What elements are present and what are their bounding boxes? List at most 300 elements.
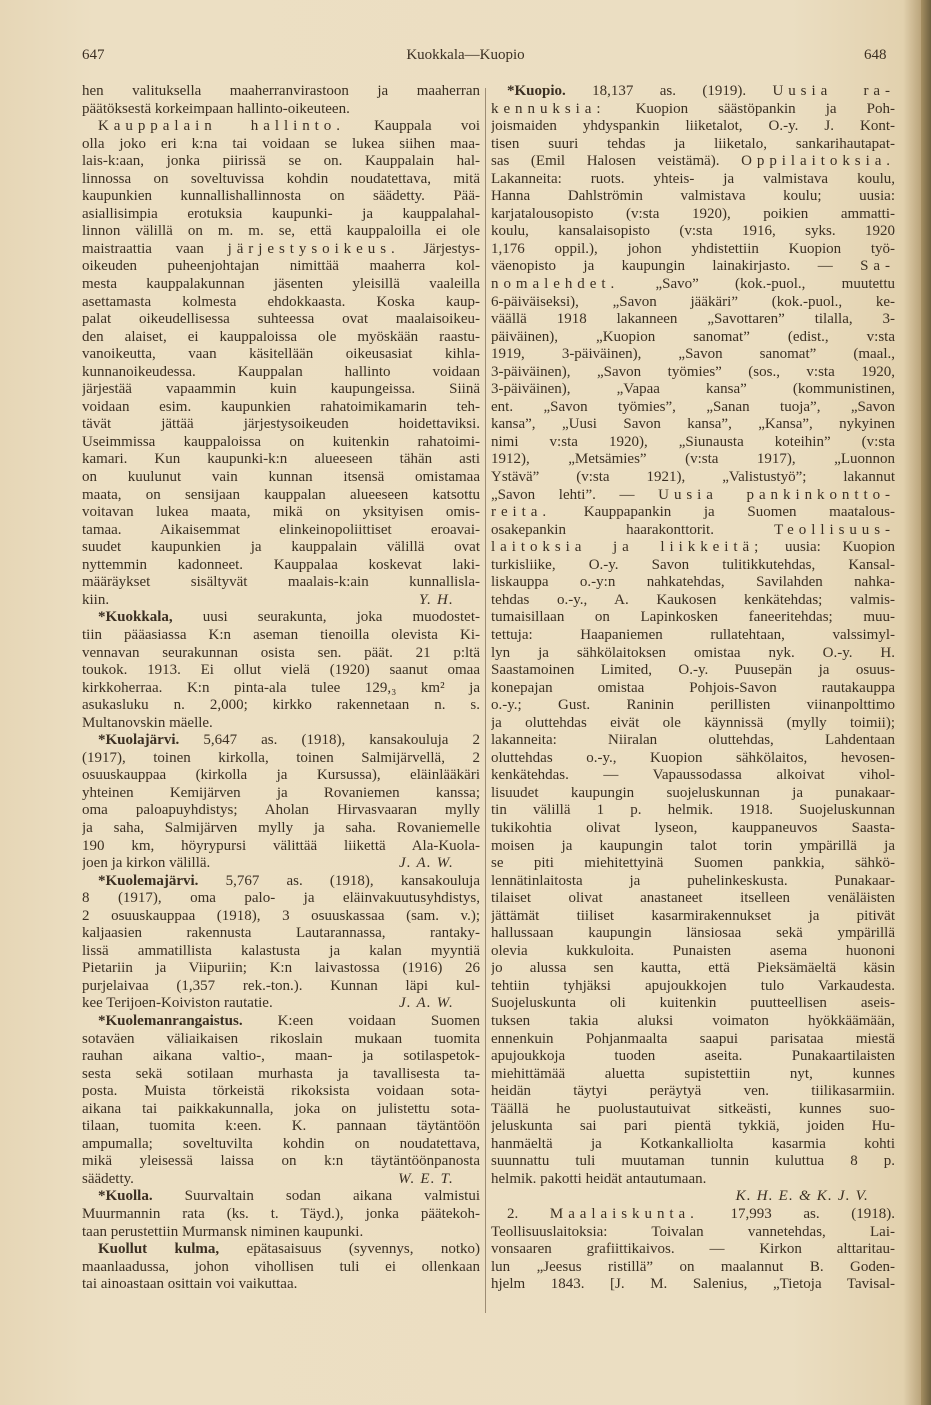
text-line (82, 715, 480, 733)
text-line (491, 1101, 895, 1119)
author-signature: J. A. W. (398, 855, 454, 872)
text-line (82, 381, 480, 399)
text-run: nyttemmin kadonneet. Kauppalaa koskevat laki- (82, 556, 480, 573)
spaced-heading: kennuksia: (491, 100, 606, 117)
text-line (82, 1224, 480, 1242)
text-run: posta. Muista törkeistä rikoksista voidaan sota- (82, 1083, 480, 1100)
text-run: se piti miehitettyinä Suomen pankkia, sähkö- (491, 855, 895, 872)
text-run: Muurmannin rata (ks. t. Täyd.), jonka päätekoh- (82, 1206, 480, 1222)
text-run: koulu, kansalaisopisto (v:sta 1916, syks. 1920 (491, 223, 895, 240)
text-line (82, 1136, 480, 1154)
text-run: kamari. Kun kaupunki-k:n alueeseen tähän asti (82, 451, 480, 468)
text-line (82, 873, 480, 891)
text-line (82, 258, 480, 276)
text-line (82, 995, 480, 1013)
entry-headword: *Kuokkala, (98, 609, 173, 626)
text-run: (1917), toinen kirkolla, toinen Salmijärvellä, 2 (82, 749, 480, 766)
text-run: 1919, 3-päiväinen), „Savon sanomat” (maal., (491, 346, 895, 363)
text-run: 1912), „Metsämies” (v:sta 1917), „Luonnon (491, 451, 895, 468)
text-run: Lakanneita: ruots. yhteis- ja valmistava koulu, (491, 170, 895, 187)
text-line (82, 522, 480, 540)
text-run: linnossa on soveltuvissa kohdin noudatettava, mitä (82, 170, 480, 187)
text-line (491, 399, 895, 417)
text-run: lennätinlaitosta ja puhelinkeskusta. Punakaar- (491, 872, 895, 889)
text-line (82, 451, 480, 469)
text-run: kiin. (82, 591, 110, 608)
text-run: taan perustettiin Murmansk niminen kaupunki. (82, 1223, 364, 1240)
text-run: lyn ja sähkölaitoksen omistaa nyk. O.-y. H. (491, 644, 895, 661)
text-line (491, 1013, 895, 1031)
text-run: olla joko eri k:na tai voidaan se lukea siihen maa- (82, 135, 480, 152)
text-line (491, 294, 895, 312)
text-run: ennenkuin Pohjanmaalta saapui parisataa miestä (491, 1030, 895, 1047)
text-run: tävät jättää järjestysoikeuden hoidettaviksi. (82, 416, 480, 433)
text-run: olevia kukkuloita. Punaisten asema huononi (491, 942, 895, 959)
text-run: vanoikeutta, vaan käsitellään oikeusasiat kihla- (82, 346, 480, 363)
text-run: karjatalousopisto (v:sta 1920), poikien ammatti- (491, 205, 895, 222)
text-run: 2. (507, 1206, 550, 1222)
text-run: uusia: Kuopion (763, 539, 895, 556)
text-line (82, 627, 480, 645)
text-run: uusi seurakunta, joka muodostet- (172, 609, 480, 626)
text-run: ampumalla; soveltuvilta kohdin on noudatettava, (82, 1135, 480, 1152)
text-run: lun „Jeesus ristillä” on maalannut B. Goden- (491, 1258, 895, 1275)
entry-headword: *Kuolemanrangaistus. (98, 1012, 243, 1029)
spaced-heading: järjestysoikeus. (227, 240, 400, 257)
author-signature: K. H. E. & K. J. V. (735, 1188, 869, 1205)
text-line (491, 522, 895, 540)
text-run: säädetty. (82, 1170, 134, 1187)
text-run: Ystävä” (v:sta 1921), „Valistustyö”; lakannut (491, 469, 895, 486)
text-line (491, 241, 895, 259)
text-line (491, 171, 895, 189)
text-line (82, 1083, 480, 1101)
text-run: jättämät tiiliset kasarmirakennukset ja pitivät (491, 907, 895, 924)
text-run: kee Terijoen-Koiviston rautatie. (82, 995, 273, 1012)
text-line (491, 697, 895, 715)
entry-headword: *Kuolemajärvi. (98, 872, 199, 889)
text-line (82, 820, 480, 838)
text-line (491, 732, 895, 750)
text-run: on kuulunut vain kunnan itsensä omistamaa (82, 469, 480, 486)
text-run: toukok. 1913. Ei ollut vielä (1920) saanut omaa (82, 662, 480, 679)
text-line (82, 504, 480, 522)
text-run: 2 osuuskauppaa (1918), 3 osuuskassaa (sam. v.); (82, 907, 480, 924)
text-run: 6-päiväiseksi), „Savon jääkäri” (kok.-puol., ke- (491, 293, 895, 310)
text-line (491, 118, 895, 136)
text-line (491, 943, 895, 961)
text-run: asiallisimpia erotuksia kaupunki- ja kauppalahal- (82, 205, 480, 222)
text-line (82, 241, 480, 259)
text-run: 3-päiväinen), „Savon työmies” (sos., v:sta 1920, (491, 363, 895, 380)
spaced-heading: reita. (491, 504, 552, 521)
text-line (491, 539, 895, 557)
text-line (491, 680, 895, 698)
text-run: Suojeluskunta oli kuitenkin puutteellisen aseis- (491, 995, 895, 1012)
text-run: tumaisillaan on Lapinkosken faneeritehdas; muu- (491, 609, 895, 626)
text-line (491, 416, 895, 434)
text-run: Kauppapankin ja Suomen maatalous- (551, 504, 895, 521)
text-line (491, 715, 895, 733)
text-line (491, 258, 895, 276)
text-run: hen valituksella maaherranvirastoon ja maaherran (82, 83, 480, 99)
spaced-heading: Oppilaitoksia. (741, 153, 895, 170)
text-line (491, 469, 895, 487)
text-run: järjestää vapaammin kuin kaupungeissa. Siinä (82, 381, 480, 398)
text-line (82, 223, 480, 241)
text-line (491, 838, 895, 856)
text-line (82, 153, 480, 171)
text-run: ent. „Savon työmies”, „Sanan tuoja”, „Savon (491, 398, 895, 415)
text-run: jo alussa sen kautta, että Pieksämäeltä käsin (491, 960, 895, 977)
column-divider (485, 88, 486, 1313)
text-run: asettamasta kolmesta ehdokkaasta. Koska kaup- (82, 293, 480, 310)
text-run: joen ja kirkon välillä. (82, 855, 211, 872)
text-line (82, 276, 480, 294)
text-run: tehdas o.-y., A. Kaukosen kenkätehdas; valmis- (491, 591, 895, 608)
text-line (82, 645, 480, 663)
left-page-number: 647 (82, 47, 105, 63)
text-line (82, 1066, 480, 1084)
text-line (491, 487, 895, 505)
spaced-heading: laitoksia ja liikkeitä; (491, 539, 764, 556)
text-run: hallussaan kaupungin länsiosaa sekä ympärillä (491, 925, 895, 942)
text-run: suudet kaupunkien ja kauppalain välillä ovat (82, 539, 480, 556)
text-run: 190 km, höyrypursi välittää liikettä Ala-Kuola- (82, 837, 480, 854)
text-line (82, 399, 480, 417)
text-line (491, 890, 895, 908)
text-line (491, 767, 895, 785)
text-run: turkisliike, O.-y. Savon tulitikkutehdas, Kansal- (491, 556, 895, 573)
text-line (491, 627, 895, 645)
text-line (82, 434, 480, 452)
text-run: maanlaadussa, johon vihollisen tuli ei ollenkaan (82, 1258, 480, 1275)
text-line (491, 873, 895, 891)
text-line (82, 83, 480, 101)
text-run: voidaan esim. kaupunkien rahatoimikamarin teh- (82, 398, 480, 415)
text-run: Multanovskin mäelle. (82, 714, 213, 731)
text-line (491, 434, 895, 452)
text-run: palat oikeudellisessa suhteessa ovat maalaisoikeu- (82, 311, 480, 328)
text-run: päätöksestä korkeimpaan hallinto-oikeuteen. (82, 100, 350, 117)
text-run: K:een voidaan Suomen (242, 1012, 480, 1029)
text-run: liskauppa o.-y:n nahkatehdas, Savilahden nahka- (491, 574, 895, 591)
entry-headword: *Kuolajärvi. (98, 732, 180, 749)
text-line (82, 1259, 480, 1277)
text-line (82, 1118, 480, 1136)
text-line (82, 118, 480, 136)
text-run: asukasluku n. 2,000; kirkko rakennetaan n. s. (82, 697, 480, 714)
running-title: Kuokkala—Kuopio (406, 47, 525, 63)
text-line (82, 855, 480, 873)
text-run: väällä 1918 lakanneen „Savottaren” tilalla, 3- (491, 311, 895, 328)
text-line (491, 925, 895, 943)
text-run: jeluskunta sai pari pientä tykkiä, joiden Hu- (491, 1118, 895, 1135)
text-run: kansa”, „Uusi Savon kansa”, „Kansa”, nykyinen (491, 416, 895, 433)
text-line (491, 592, 895, 610)
text-line (82, 329, 480, 347)
text-run: Pietariin ja Viipuriin; K:n laivastossa (1916) 26 (82, 960, 480, 977)
text-run: Teollisuuslaitoksia: Toivalan vannetehdas, Lai- (491, 1223, 895, 1240)
text-run: voitavan lukea maata, mikä on yksityisen omis- (82, 504, 480, 521)
text-line (491, 1048, 895, 1066)
text-line (491, 645, 895, 663)
text-line (491, 750, 895, 768)
text-line (82, 838, 480, 856)
spaced-heading: Teollisuus- (774, 521, 895, 538)
text-line (82, 662, 480, 680)
text-line (82, 206, 480, 224)
text-line (82, 697, 480, 715)
text-run: tisen suuri tehdas ja liiketalo, sankarihautapat- (491, 135, 895, 152)
text-line (491, 364, 895, 382)
text-line (491, 978, 895, 996)
text-run: 5,647 as. (1918), kansakouluja 2 (179, 732, 480, 749)
right-column (491, 83, 895, 1294)
entry-headword: Kuollut kulma, (98, 1241, 220, 1258)
text-run: tilaiset olivat anastaneet itselleen venäläisten (491, 890, 895, 907)
text-run: lais-k:aan, jonka piirissä se on. Kauppalain hal- (82, 153, 480, 170)
text-line (82, 767, 480, 785)
spaced-heading: nomalehdet. (491, 276, 620, 293)
text-line (82, 539, 480, 557)
spaced-heading: Maalaiskunta. (549, 1206, 699, 1222)
text-run: kirkkoherraa. K:n pinta-ala tulee 129,₃ km² ja (82, 679, 480, 696)
entry-headword: *Kuopio. (507, 83, 566, 99)
text-line (491, 136, 895, 154)
page-edge (921, 0, 931, 1405)
text-run: 17,993 as. (1918). (698, 1206, 895, 1222)
text-line (82, 1048, 480, 1066)
text-line (491, 1083, 895, 1101)
text-run: tiin pääasiassa K:n aseman tienoilla olevista Ki- (82, 626, 480, 643)
text-line (491, 188, 895, 206)
right-page-number: 648 (864, 47, 887, 63)
text-run: vonsaaren grafiittikaivos. — Kirkon alttaritau- (491, 1241, 895, 1258)
text-line (491, 574, 895, 592)
text-line (491, 1118, 895, 1136)
text-line (82, 592, 480, 610)
text-run: „Savon lehti”. — (491, 486, 659, 503)
text-line (82, 469, 480, 487)
text-run: Suurvaltain sodan aikana valmistui (152, 1188, 480, 1205)
text-line (491, 995, 895, 1013)
text-line (491, 908, 895, 926)
spaced-heading: Uusia ra- (772, 83, 895, 99)
text-run: sotaväen väliaikaisen rikoslain mukaan tuomita (82, 1030, 480, 1047)
text-line (491, 504, 895, 522)
text-line (82, 101, 480, 119)
text-run: 5,767 as. (1918), kansakouluja (198, 872, 480, 889)
text-run: sas (Emil Halosen veistämä). (491, 153, 742, 170)
text-run: oma paloapuyhdistys; Aholan Hirvasvaaran mylly (82, 802, 480, 819)
text-run: yhteinen Kemijärven ja Rovaniemen kanssa; (82, 784, 480, 801)
text-line (491, 1136, 895, 1154)
text-line (82, 943, 480, 961)
text-run: tehtiin tyhjäksi apujoukkojen tulo Varkaudesta. (491, 977, 895, 994)
text-line (82, 557, 480, 575)
text-line (491, 1153, 895, 1171)
text-line (82, 1241, 480, 1259)
text-line (82, 346, 480, 364)
text-line (82, 890, 480, 908)
text-run: väenopisto ja kaupungin lainakirjasto. — (491, 258, 861, 275)
text-run: rauhan aikana valtio-, maan- ja sotilaspetok- (82, 1048, 480, 1065)
text-line (491, 329, 895, 347)
entry-headword: *Kuolla. (98, 1188, 153, 1205)
text-run: Saastamoinen Limited, O.-y. Puusepän ja osuus- (491, 662, 895, 679)
text-run: tai ainoastaan osittain voi vaikuttaa. (82, 1276, 298, 1293)
author-signature: W. E. T. (398, 1170, 454, 1187)
text-run: ja saha, Salmijärven mylly ja saha. Rovaniemelle (82, 819, 480, 836)
text-run: linnon välillä on m. m. se, että kauppaloilla ei ole (82, 223, 480, 240)
text-run: konepajan omistaa Pohjois-Savon rautakauppa (491, 679, 895, 696)
text-run: tamaa. Aikaisemmat elinkeinopoliittiset eroavai- (82, 521, 480, 538)
text-line (491, 1259, 895, 1277)
text-run: lakanneita: Niiralan oluttehdas, Lahdentaan (491, 732, 895, 749)
text-line (82, 785, 480, 803)
text-line (491, 153, 895, 171)
text-run: tuksen takia aluksi voimaton hyökkäämään, (491, 1012, 895, 1029)
text-run: mikä yleisessä laissa on k:n täytäntöönpanosta (82, 1153, 480, 1170)
text-run: aikana tai paikkakunnalla, joka on julistettu sota- (82, 1100, 480, 1117)
text-run: „Savo” (kok.-puol., muutettu (619, 276, 895, 293)
text-line (82, 960, 480, 978)
text-line (82, 311, 480, 329)
text-line (82, 802, 480, 820)
text-line (82, 188, 480, 206)
text-line (491, 785, 895, 803)
text-line (82, 1206, 480, 1224)
text-line (82, 1013, 480, 1031)
text-run: oluttehdas o.-y., Kuopion sähkölaitos, hevosen- (491, 749, 895, 766)
text-run: purjelaivaa (1,357 rek.-ton.). Kunnan läpi kul- (82, 977, 480, 994)
text-run: oikeuden puheenjohtajan nimittää maaherra kol- (82, 258, 480, 275)
text-run: miehittämää aluetta supistettiin nyt, kunnes (491, 1065, 895, 1082)
text-line (491, 223, 895, 241)
text-line (491, 311, 895, 329)
text-run: hanmäeltä ja Kotkankalliolta kasarmia kohti (491, 1135, 895, 1152)
text-run: heidän täytyi peräytyä ven. tiilikasarmiin. (491, 1083, 895, 1100)
text-run: lissä ammatillista kalastusta ja kalan myyntiä (82, 942, 480, 959)
text-line (491, 381, 895, 399)
text-run: suunnattu tuli muutaman tunnin kuluttua 8 p. (491, 1153, 895, 1170)
text-run: hjelm 1843. [J. M. Salenius, „Tietoja Tavisal- (491, 1276, 895, 1293)
text-line (491, 1188, 895, 1206)
text-line (491, 1276, 895, 1294)
spaced-heading: Uusia pankinkontto- (658, 486, 895, 503)
text-run: päiväinen), „Kuopion sanomat” (edist., v:sta (491, 328, 895, 345)
text-run: tettuja: Haapaniemen rullatehtaan, valssimyl- (491, 626, 895, 643)
text-line (82, 978, 480, 996)
text-line (491, 855, 895, 873)
text-run: Hanna Dahlströmin valmistava koulu; uusia: (491, 188, 895, 205)
author-signature: Y. H. (418, 591, 454, 608)
text-run: Täällä he puolustautuivat sitkeästi, kunnes suo- (491, 1100, 895, 1117)
text-run: Kuopion säästöpankin ja Poh- (605, 100, 895, 117)
text-line (491, 557, 895, 575)
left-column (82, 83, 480, 1294)
text-run: 3-päiväinen), „Vapaa kansa” (kommunistinen, (491, 381, 895, 398)
text-run: ja oluttehdas eivät ole käynnissä (mylly toimii); (491, 714, 895, 731)
text-line (491, 101, 895, 119)
text-run: tilaan, tuomita k:een. K. pannaan täytäntöön (82, 1118, 480, 1135)
text-run: lisuudet kaupungin suojeluskunnan ja punakaar- (491, 784, 895, 801)
text-run: apujoukkoja tuoden aseita. Punakaartilaisten (491, 1048, 895, 1065)
text-run: epätasaisuus (syvennys, notko) (219, 1241, 480, 1258)
text-run: tukikohtia olivat lyseon, kauppaneuvos Saasta- (491, 819, 895, 836)
text-line (491, 1241, 895, 1259)
text-run: helmik. pakotti heidät antautumaan. (491, 1170, 707, 1187)
text-run: kaupunkien kunnallishallinnosta on säädetty. Pää- (82, 188, 480, 205)
spaced-heading: Kauppalain hallinto. (98, 118, 345, 135)
spaced-heading: Sa- (860, 258, 895, 275)
text-line (491, 346, 895, 364)
text-run: kaljaasien rakennusta Lautarannassa, rantaky- (82, 925, 480, 942)
text-run: osakepankin haarakonttorit. (491, 521, 775, 538)
text-line (82, 1153, 480, 1171)
text-line (491, 1206, 895, 1224)
text-run: mesta kauppalakunnan jäsenten yleisillä vaaleilla (82, 276, 480, 293)
text-line (491, 820, 895, 838)
text-line (82, 171, 480, 189)
text-run: sesta sekä sotilaan murhasta ja tavallisesta ta- (82, 1065, 480, 1082)
text-line (491, 83, 895, 101)
text-line (491, 276, 895, 294)
text-run: 1,176 oppil.), johon yhdistettiin Kuopion työ- (491, 240, 895, 257)
text-line (82, 294, 480, 312)
text-line (491, 609, 895, 627)
text-line (82, 925, 480, 943)
text-run: vennavan seurakunnan osista sen. päät. 21 p:ltä (82, 644, 480, 661)
text-line (491, 802, 895, 820)
text-line (82, 609, 480, 627)
text-line (82, 574, 480, 592)
text-run: Kauppala voi (344, 118, 480, 135)
text-run: o.-y.; Gust. Raninin perillisten viinanpolttimo (491, 697, 895, 714)
text-run: kunnanoikeudessa. Kauppalan hallinto voidaan (82, 363, 480, 380)
text-run: moisen ja kaupungin talot torin ympärillä ja (491, 837, 895, 854)
text-line (491, 1224, 895, 1242)
text-line (82, 1188, 480, 1206)
text-run: tin välillä 1 p. helmik. 1918. Suojeluskunnan (491, 802, 895, 819)
text-line (491, 960, 895, 978)
text-run: kenkätehdas. — Vapaussodassa alkoivat vihol- (491, 767, 895, 784)
text-run: osuuskauppaa (kirkolla ja Kursussa), eläinlääkäri (82, 767, 480, 784)
text-line (82, 416, 480, 434)
text-line (82, 1276, 480, 1294)
text-line (491, 206, 895, 224)
text-line (491, 451, 895, 469)
text-line (82, 487, 480, 505)
text-line (82, 1171, 480, 1189)
text-run: Useimmissa kauppaloissa on kuitenkin rahatoimi- (82, 433, 480, 450)
text-line (82, 732, 480, 750)
text-line (491, 1066, 895, 1084)
text-run: määräykset sisältyvät maalais-k:ain kunnallisla- (82, 574, 480, 591)
text-line (82, 680, 480, 698)
text-run: Järjestys- (399, 240, 480, 257)
text-run: nimi v:sta 1920), „Siunausta koteihin” (v:sta (491, 433, 895, 450)
text-run: 18,137 as. (1919). (565, 83, 773, 99)
text-line (82, 908, 480, 926)
text-line (491, 662, 895, 680)
text-run: den alaiset, ei kauppaloissa ole myöskään raastu- (82, 328, 480, 345)
author-signature: J. A. W. (398, 995, 454, 1012)
text-line (82, 364, 480, 382)
text-run: 8 (1917), oma palo- ja eläinvakuutusyhdistys, (82, 890, 480, 907)
text-line (82, 1101, 480, 1119)
